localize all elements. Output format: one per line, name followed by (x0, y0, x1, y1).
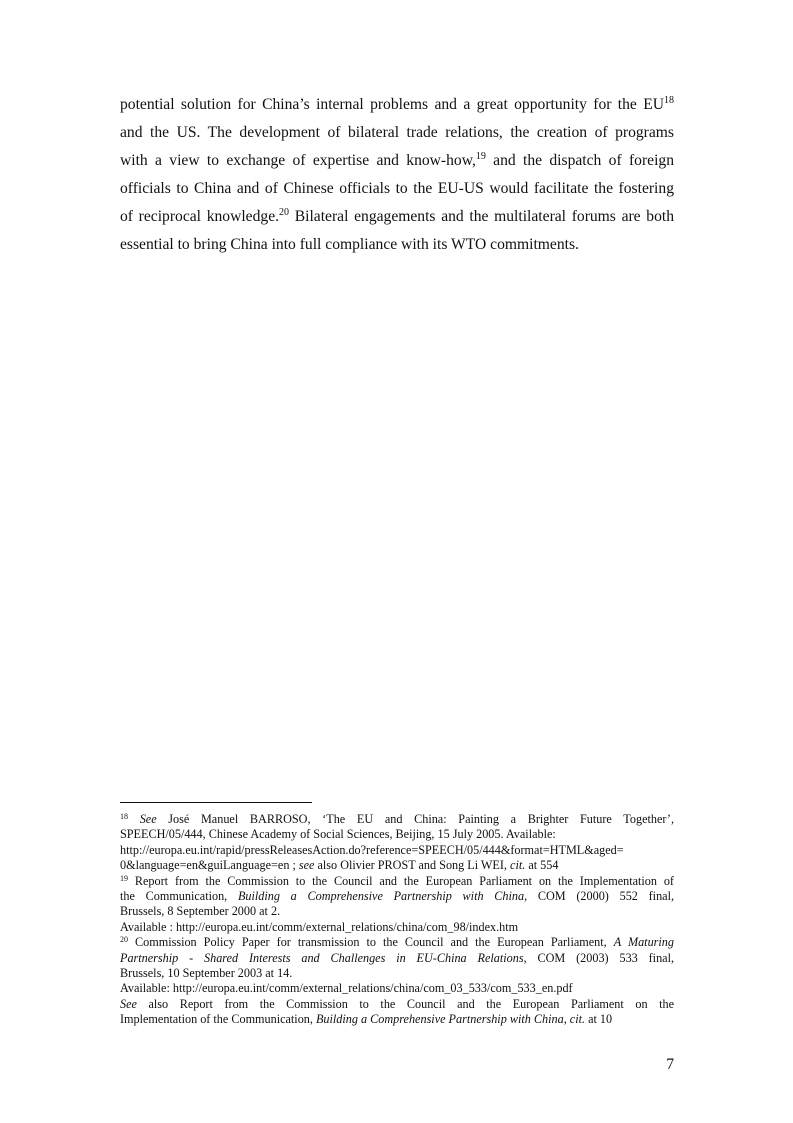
footnote-line: $^{20}$ Commission Policy Paper for transmission to the Council and the European Parliament, A Maturing (120, 935, 674, 949)
footnote-number: 20 (120, 935, 128, 944)
footnote-line: Brussels, 8 September 2000 at 2. (120, 904, 281, 918)
body-line: with a view to exchange of expertise and know-how,$^{19}$ and the dispatch of foreign (120, 151, 674, 169)
footnote-url[interactable]: http://europa.eu.int/rapid/pressReleasesAction.do?reference=SPEECH/05/444&format=HTML&aged= (120, 843, 624, 857)
footnote-number: 19 (120, 874, 128, 883)
footnote-line: Implementation of the Communication, Building a Comprehensive Partnership with China, cit. at 10 (120, 1012, 613, 1026)
footnote-line: Brussels, 10 September 2003 at 14. (120, 966, 293, 980)
footnote-ref-20[interactable]: 20 (279, 207, 290, 218)
body-line: officials to China and of Chinese officials to the EU-US would facilitate the fostering (120, 180, 674, 197)
footnote-url[interactable]: Available : http://europa.eu.int/comm/external_relations/china/com_98/index.htm (120, 920, 519, 934)
footnote-line: See also Report from the Commission to the Council and the European Parliament on the (120, 997, 674, 1011)
footnote-ref-18[interactable]: 18 (664, 95, 674, 106)
footnote-number: 18 (120, 812, 128, 821)
footnote-line: Partnership - Shared Interests and Challenges in EU-China Relations, COM (2003) 533 final, (120, 951, 674, 965)
footnote-line: the Communication, Building a Comprehensive Partnership with China, COM (2000) 552 final, (120, 889, 674, 903)
page-number: 7 (666, 1056, 674, 1073)
body-line: and the US. The development of bilateral trade relations, the creation of programs (120, 124, 674, 141)
footnote-separator (120, 802, 312, 803)
body-line: potential solution for China’s internal problems and a great opportunity for the EU$^{18}$ (120, 95, 674, 113)
footnote-line: 0&language=en&guiLanguage=en ; see also Olivier PROST and Song Li WEI, cit. at 554 (120, 858, 559, 872)
footnote-ref-19[interactable]: 19 (475, 151, 486, 162)
body-line: essential to bring China into full compliance with its WTO commitments. (120, 236, 579, 253)
footnote-url[interactable]: Available: http://europa.eu.int/comm/external_relations/china/com_03_533/com_533_en.pdf (120, 981, 573, 995)
footnote-line: $^{19}$ Report from the Commission to the Council and the European Parliament on the Implementation of (120, 874, 674, 888)
footnote-line: $^{18}$ See José Manuel BARROSO, ‘The EU and China: Painting a Brighter Future Together’, (120, 812, 674, 826)
body-line: of reciprocal knowledge.$^{20}$ Bilateral engagements and the multilateral forums are both (120, 207, 675, 225)
footnote-line: SPEECH/05/444, Chinese Academy of Social Sciences, Beijing, 15 July 2005. Available: (120, 827, 556, 841)
